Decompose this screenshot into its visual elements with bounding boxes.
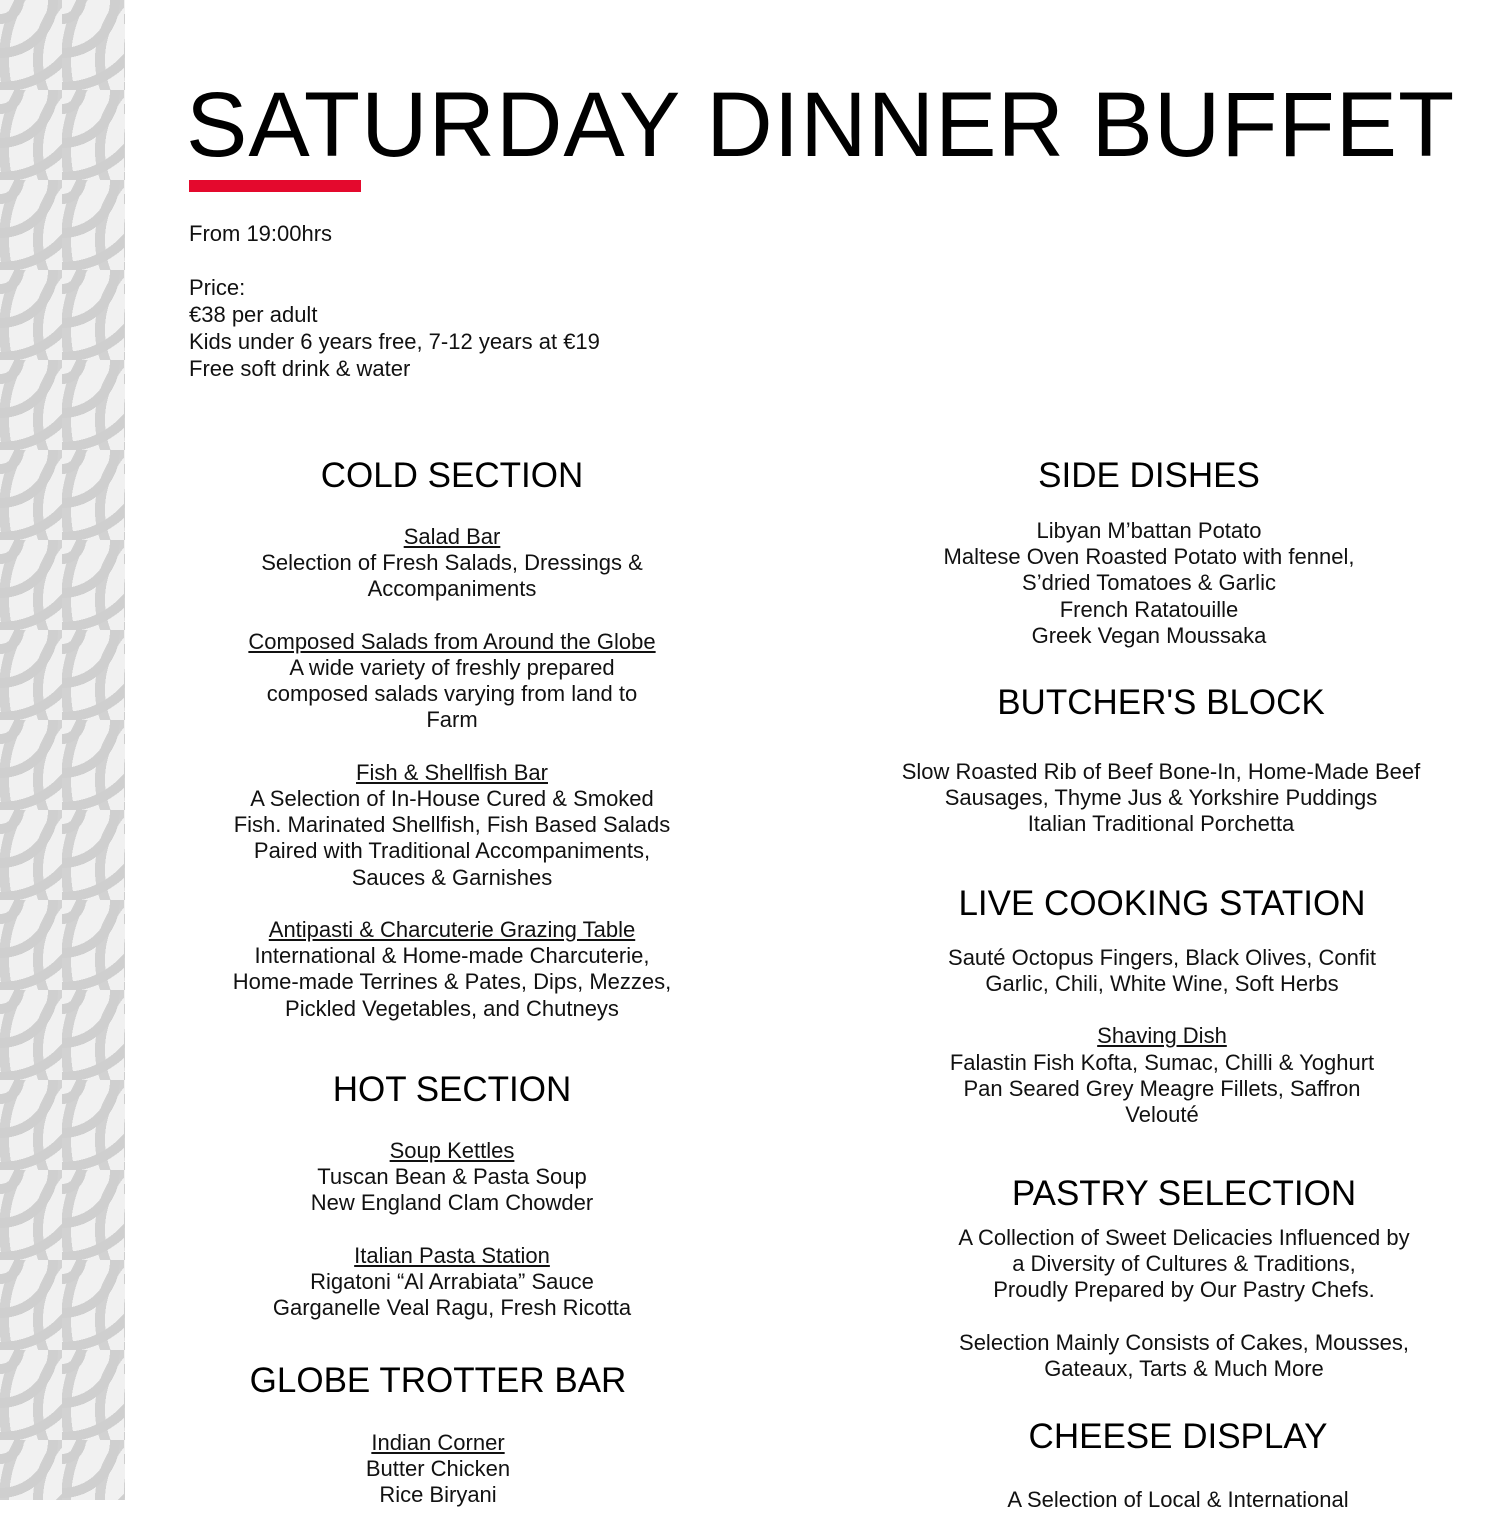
menu-item-line: Selection Mainly Consists of Cakes, Mousses, <box>959 1329 1409 1355</box>
menu-item-line: Accompaniments <box>367 576 537 602</box>
kids-price: Kids under 6 years free, 7-12 years at €19 <box>189 329 600 354</box>
menu-section <box>812 884 1500 1128</box>
subtitle-line <box>102 1243 802 1269</box>
section-body <box>834 1225 1500 1382</box>
section-heading: BUTCHER'S BLOCK <box>997 683 1325 722</box>
subtitle-line <box>102 524 802 550</box>
menu-item-line: Falastin Fish Kofta, Sumac, Chilli & Yoghurt <box>949 1049 1375 1075</box>
section-heading: GLOBE TROTTER BAR <box>249 1361 627 1400</box>
menu-item-line: Greek Vegan Moussaka <box>1031 622 1267 648</box>
menu-section <box>88 1361 788 1509</box>
page-title: SATURDAY DINNER BUFFET <box>186 74 1456 176</box>
spacer <box>102 603 802 629</box>
section-heading: CHEESE DISPLAY <box>1028 1417 1328 1456</box>
subtitle-line <box>102 917 802 943</box>
menu-item-line: Home-made Terrines & Pates, Dips, Mezzes, <box>232 969 672 995</box>
menu-item-line: A Selection of In-House Cured & Smoked <box>250 785 654 811</box>
subtitle-line <box>88 1430 788 1456</box>
menu-item-line: S’dried Tomatoes & Garlic <box>1022 570 1276 596</box>
menu-item-line: Slow Roasted Rib of Beef Bone-In, Home-Made Beef <box>901 758 1421 784</box>
price-label: Price: <box>189 275 246 300</box>
spacer <box>102 734 802 760</box>
menu-item-line: A Collection of Sweet Delicacies Influenced by <box>958 1224 1410 1250</box>
section-body <box>812 945 1500 1128</box>
menu-item-line: Pickled Vegetables, and Chutneys <box>285 995 619 1021</box>
menu-item-line: Velouté <box>1125 1102 1199 1128</box>
menu-item-line: Sauces & Garnishes <box>351 864 553 890</box>
title-underline-accent <box>189 180 361 192</box>
menu-item-line: Gateaux, Tarts & Much More <box>1044 1355 1324 1381</box>
group-subtitle: Italian Pasta Station <box>354 1242 550 1268</box>
menu-item-line: Libyan M’battan Potato <box>1036 517 1262 543</box>
menu-item-line: Tuscan Bean & Pasta Soup <box>317 1164 587 1190</box>
subtitle-line <box>102 1138 802 1164</box>
section-heading: SIDE DISHES <box>1038 456 1260 495</box>
spacer <box>102 1217 802 1243</box>
menu-section <box>102 1070 802 1321</box>
menu-item-line: composed salads varying from land to <box>266 681 638 707</box>
group-subtitle: Salad Bar <box>403 523 501 549</box>
section-heading: PASTRY SELECTION <box>1011 1174 1357 1213</box>
menu-item-line: Farm <box>426 707 478 733</box>
menu-item-line: Rice Biryani <box>379 1482 497 1508</box>
menu-item-line: Sausages, Thyme Jus & Yorkshire Puddings <box>944 785 1378 811</box>
group-subtitle: Antipasti & Charcuterie Grazing Table <box>268 916 636 942</box>
menu-item-line: Sauté Octopus Fingers, Black Olives, Confit <box>948 944 1376 970</box>
section-body <box>102 524 802 1022</box>
menu-item-line: A wide variety of freshly prepared <box>289 654 615 680</box>
menu-item-line: International & Home-made Charcuterie, <box>254 943 650 969</box>
spacer <box>102 891 802 917</box>
section-heading: COLD SECTION <box>320 456 584 495</box>
section-heading: HOT SECTION <box>332 1070 572 1109</box>
menu-section <box>799 456 1499 649</box>
spacer <box>834 1304 1500 1330</box>
menu-section <box>102 456 802 1022</box>
menu-item-line: Proudly Prepared by Our Pastry Chefs. <box>993 1277 1375 1303</box>
group-subtitle: Indian Corner <box>371 1429 505 1455</box>
group-subtitle: Shaving Dish <box>1097 1023 1227 1049</box>
menu-item-line: Garlic, Chili, White Wine, Soft Herbs <box>985 971 1339 997</box>
menu-item-line: Garganelle Veal Ragu, Fresh Ricotta <box>272 1295 632 1321</box>
menu-item-line: French Ratatouille <box>1059 596 1239 622</box>
section-body <box>88 1430 788 1509</box>
menu-section <box>828 1417 1500 1513</box>
group-subtitle: Composed Salads from Around the Globe <box>248 628 656 654</box>
menu-section <box>811 683 1500 838</box>
menu-item-line: Italian Traditional Porchetta <box>1027 811 1295 837</box>
section-heading: LIVE COOKING STATION <box>958 884 1366 923</box>
menu-item-line: New England Clam Chowder <box>310 1190 594 1216</box>
spacer <box>812 997 1500 1023</box>
menu-item-line: Maltese Oven Roasted Potato with fennel, <box>943 544 1355 570</box>
menu-item-line: Butter Chicken <box>365 1456 511 1482</box>
adult-price: €38 per adult <box>189 302 318 327</box>
section-body <box>799 518 1499 649</box>
subtitle-line <box>102 629 802 655</box>
section-body <box>811 759 1500 838</box>
menu-item-line: a Diversity of Cultures & Traditions, <box>1012 1251 1356 1277</box>
spacer <box>189 247 600 274</box>
subtitle-line <box>102 760 802 786</box>
section-body <box>102 1138 802 1321</box>
menu-item-line: A Selection of Local & International <box>1007 1486 1349 1512</box>
group-subtitle: Soup Kettles <box>389 1137 515 1163</box>
serving-time: From 19:00hrs <box>189 221 333 246</box>
menu-section <box>834 1174 1500 1382</box>
intro-info <box>189 220 600 382</box>
group-subtitle: Fish & Shellfish Bar <box>356 759 548 785</box>
menu-item-line: Selection of Fresh Salads, Dressings & <box>261 550 643 576</box>
drinks-note: Free soft drink & water <box>189 356 411 381</box>
menu-item-line: Paired with Traditional Accompaniments, <box>253 838 651 864</box>
subtitle-line <box>812 1023 1500 1049</box>
menu-item-line: Rigatoni “Al Arrabiata” Sauce <box>310 1268 594 1294</box>
menu-item-line: Pan Seared Grey Meagre Fillets, Saffron <box>963 1075 1361 1101</box>
menu-item-line: Fish. Marinated Shellfish, Fish Based Salads <box>233 812 671 838</box>
